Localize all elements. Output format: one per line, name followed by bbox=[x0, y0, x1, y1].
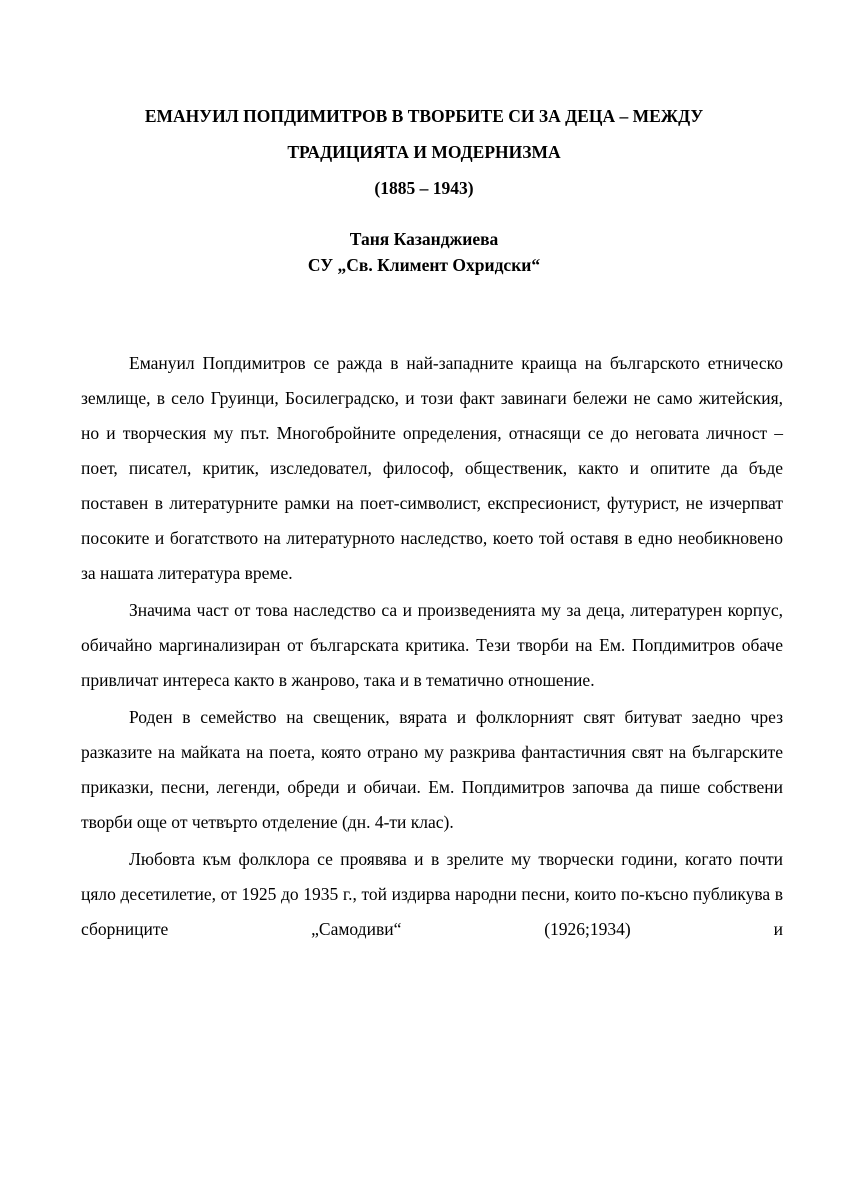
title-years: (1885 – 1943) bbox=[374, 178, 474, 198]
title-line-2: ТРАДИЦИЯТА И МОДЕРНИЗМА bbox=[287, 142, 561, 162]
author-name: Таня Казанджиева bbox=[349, 229, 499, 249]
paragraph: Роден в семейство на свещеник, вярата и фолклорният свят битуват заедно чрез разказите на майката на поета, която отрано му разкрива фантастичния свят на българските приказки, песни, легенди, обреди и обичаи. Ем. Попдимитров започва да пише собствени творби още от четвърто отделение (дн. 4-ти клас). bbox=[81, 707, 783, 832]
paragraph: Любовта към фолклора се проявява и в зрелите му творчески години, когато почти цяло десетилетие, от 1925 до 1935 г., той издирва народни песни, които по-късно публикува в сборниците „Самодиви“ (1926;1934) и bbox=[81, 849, 783, 939]
author-block bbox=[80, 226, 768, 278]
article-body bbox=[81, 346, 783, 949]
article-title bbox=[80, 98, 768, 206]
paragraph: Значима част от това наследство са и произведенията му за деца, литературен корпус, обичайно маргинализиран от българската критика. Тези творби на Ем. Попдимитров обаче привличат интереса както в жанрово, така и в тематично отношение. bbox=[81, 600, 783, 690]
author-affiliation: СУ „Св. Климент Охридски“ bbox=[307, 255, 541, 275]
title-line-1: ЕМАНУИЛ ПОПДИМИТРОВ В ТВОРБИТЕ СИ ЗА ДЕЦА – МЕЖДУ bbox=[144, 106, 704, 126]
paragraph: Емануил Попдимитров се ражда в най-западните краища на българското етническо землище, в село Груинци, Босилеградско, и този факт завинаги бележи не само житейския, но и творческия му път. Многобройните определения, отнасящи се до неговата личност – поет, писател, критик, изследовател, философ, общественик, както и опитите да бъде поставен в литературните рамки на поет-символист, експресионист, футурист, не изчерпват посоките и богатството на литературното наследство, което той оставя в едно необикновено за нашата литература време. bbox=[81, 353, 783, 583]
